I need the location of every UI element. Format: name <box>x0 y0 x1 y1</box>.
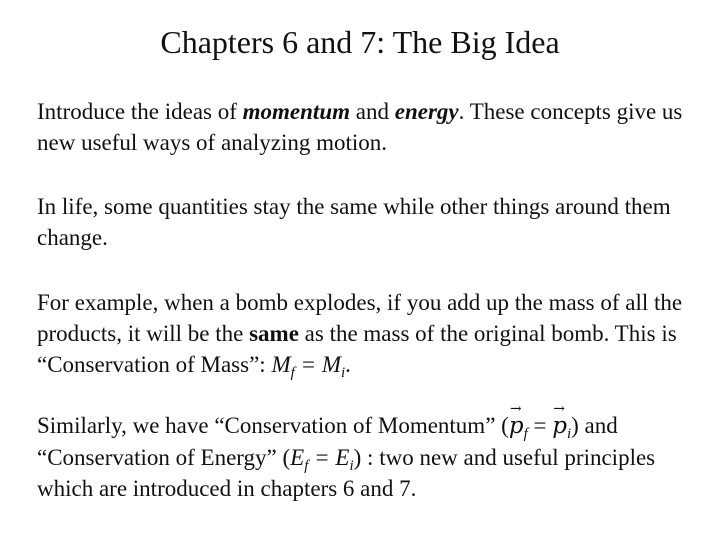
intro-text-1: Introduce the ideas of <box>37 99 243 124</box>
subscript-i: i <box>340 365 346 381</box>
subscript-f: f <box>304 458 309 474</box>
momentum-symbol-final: p <box>508 413 524 439</box>
mass-text-end: . <box>345 352 351 377</box>
paragraph-conservation-laws <box>37 401 687 504</box>
momentum-text-1: Similarly, we have “Conservation of Momentum” ( <box>37 413 509 438</box>
mass-equation <box>271 352 346 381</box>
subscript-f: f <box>523 426 528 442</box>
momentum-term: momentum <box>242 99 351 124</box>
equals-sign: = <box>294 352 322 377</box>
energy-text-2: ) : two new and useful principles which are introduced in chapters 6 and 7. <box>37 445 656 501</box>
equals-sign: = <box>527 413 553 438</box>
intro-text-2: and <box>350 99 395 124</box>
mass-symbol-initial: M <box>321 352 341 377</box>
subscript-i: i <box>349 458 354 474</box>
energy-symbol-final: E <box>290 445 305 470</box>
momentum-vector-initial <box>552 401 567 442</box>
equals-sign: = <box>308 445 336 470</box>
mass-text-1: For example, when a bomb explodes, if you add up the mass of all the products, it will be the <box>37 290 683 346</box>
mass-symbol-final: M <box>271 352 291 377</box>
energy-text-1: and “Conservation of Energy” ( <box>37 413 618 470</box>
mass-text-2: as the mass of the original bomb. This is “Conservation of Mass”: <box>37 321 677 377</box>
subscript-f: f <box>290 365 295 381</box>
energy-equation <box>290 445 354 474</box>
vector-arrow-icon: → <box>509 401 522 417</box>
energy-symbol-initial: E <box>335 445 350 470</box>
energy-term: energy <box>394 99 459 124</box>
paragraph-quantities: In life, some quantities stay the same while other things around them change. <box>37 194 671 250</box>
subscript-i: i <box>566 426 572 442</box>
paragraph-intro <box>37 96 687 158</box>
paragraph-mass-example <box>37 287 687 380</box>
intro-text-3: . These concepts give us new useful ways of analyzing motion. <box>37 99 683 155</box>
momentum-close-paren: ) <box>571 413 579 438</box>
momentum-symbol-initial: p <box>552 413 567 439</box>
vector-arrow-icon: → <box>553 401 565 417</box>
same-term: same <box>249 321 299 346</box>
slide-title: Chapters 6 and 7: The Big Idea <box>160 24 560 60</box>
momentum-vector-final <box>508 401 524 442</box>
